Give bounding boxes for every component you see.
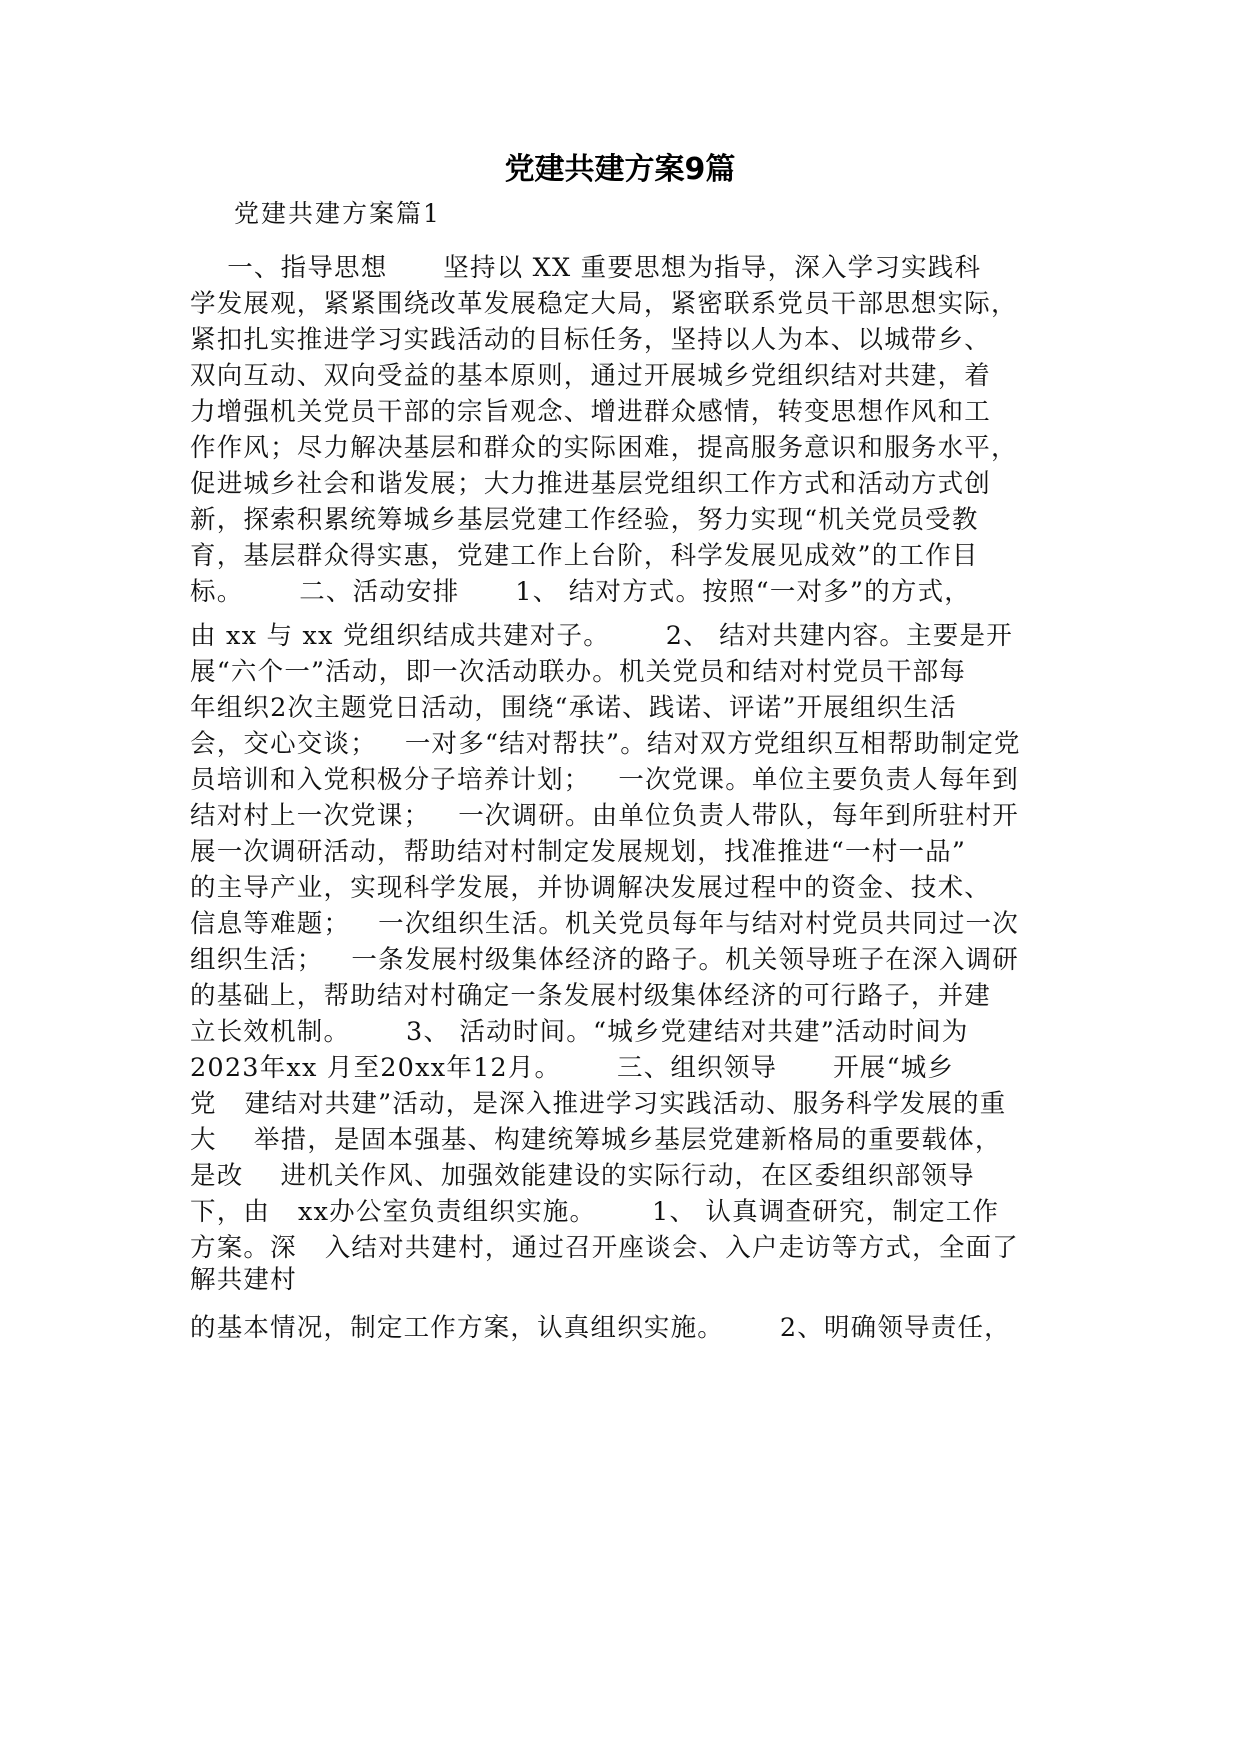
text-line: 育，基层群众得实惠，党建工作上台阶，科学发展见成效”的工作目 (190, 541, 979, 571)
text-line: 作作风；尽力解决基层和群众的实际困难，提高服务意识和服务水平， (190, 433, 1018, 463)
section-heading: 党建共建方案篇1 (234, 199, 441, 228)
text-line: 标。 二、活动安排 1、 结对方式。按照“一对多”的方式， (190, 577, 971, 607)
text-line: 的主导产业，实现科学发展，并协调解决发展过程中的资金、技术、 (190, 873, 992, 903)
text-line: 党 建结对共建”活动，是深入推进学习实践活动、服务科学发展的重 (190, 1089, 1007, 1119)
text-line: 员培训和入党积极分子培养计划； 一次党课。单位主要负责人每年到 (190, 765, 1019, 795)
text-line: 双向互动、双向受益的基本原则，通过开展城乡党组织结对共建，着 (190, 361, 992, 391)
text-line: 力增强机关党员干部的宗旨观念、增进群众感情，转变思想作风和工 (190, 397, 992, 427)
text-line: 展一次调研活动，帮助结对村制定发展规划，找准推进“一村一品” (190, 837, 967, 867)
text-line: 促进城乡社会和谐发展；大力推进基层党组织工作方式和活动方式创 (190, 469, 992, 499)
text-line: 由 xx 与 xx 党组织结成共建对子。 2、 结对共建内容。主要是开 (190, 621, 1013, 651)
text-line: 的基础上，帮助结对村确定一条发展村级集体经济的可行路子，并建 (190, 981, 992, 1011)
text-line: 下，由 xx办公室负责组织实施。 1、 认真调查研究，制定工作 (190, 1197, 1000, 1227)
text-line: 新，探索积累统筹城乡基层党建工作经验，努力实现“机关党员受教 (190, 505, 979, 535)
text-line: 方案。深 入结对共建村，通过召开座谈会、入户走访等方式，全面了 (190, 1233, 1019, 1263)
text-line: 信息等难题； 一次组织生活。机关党员每年与结对村党员共同过一次 (190, 909, 1019, 939)
text-line: 2023年xx 月至20xx年12月。 三、组织领导 开展“城乡 (190, 1053, 955, 1083)
text-line: 的基本情况，制定工作方案，认真组织实施。 2、明确领导责任， (190, 1313, 1011, 1343)
text-line: 紧扣扎实推进学习实践活动的目标任务，坚持以人为本、以城带乡、 (190, 325, 992, 355)
text-line: 一、指导思想 坚持以 XX 重要思想为指导，深入学习实践科 (190, 253, 982, 283)
text-line: 会，交心交谈； 一对多“结对帮扶”。结对双方党组织互相帮助制定党 (190, 729, 1021, 759)
document-title: 党建共建方案9篇 (504, 152, 736, 187)
text-line: 立长效机制。 3、 活动时间。“城乡党建结对共建”活动时间为 (190, 1017, 969, 1047)
text-line: 解共建村 (190, 1265, 297, 1295)
text-line: 组织生活； 一条发展村级集体经济的路子。机关领导班子在深入调研 (190, 945, 1019, 975)
text-line: 学发展观，紧紧围绕改革发展稳定大局，紧密联系党员干部思想实际， (190, 289, 1018, 319)
text-line: 展“六个一”活动，即一次活动联办。机关党员和结对村党员干部每 (190, 657, 967, 687)
text-line: 年组织2次主题党日活动，围绕“承诺、践诺、评诺”开展组织生活 (190, 693, 957, 723)
text-line: 大 举措，是固本强基、构建统筹城乡基层党建新格局的重要载体， (190, 1125, 1002, 1155)
text-line: 结对村上一次党课； 一次调研。由单位负责人带队，每年到所驻村开 (190, 801, 1019, 831)
text-line: 是改 进机关作风、加强效能建设的实际行动，在区委组织部领导 (190, 1161, 975, 1191)
